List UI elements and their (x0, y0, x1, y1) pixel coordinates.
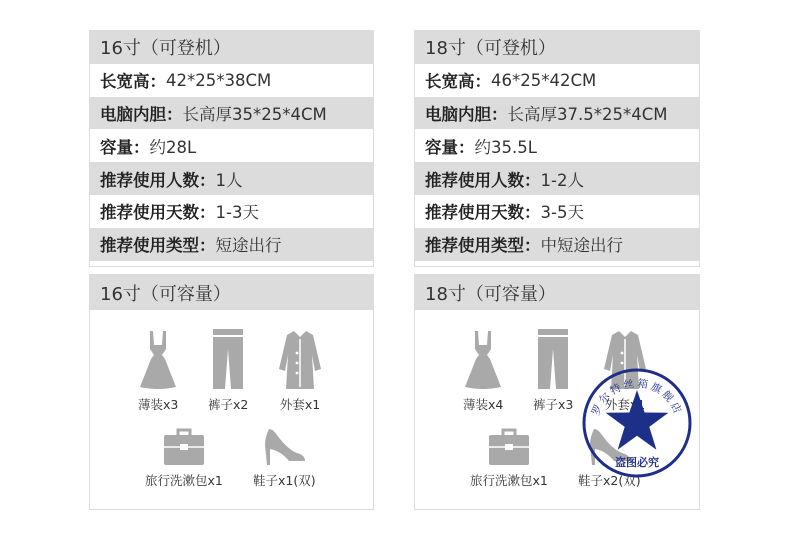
spec-value: 中短途出行 (540, 236, 623, 256)
spec-row (415, 195, 699, 228)
spec-row (415, 97, 699, 130)
capacity-item-dress (463, 329, 503, 413)
spec-label: 推荐使用人数： (425, 170, 541, 190)
spec-label: 长宽高： (100, 72, 166, 92)
capacity-item-label: 鞋子x1(双) (253, 473, 316, 488)
star-icon (606, 390, 669, 450)
spec-value: 约35.5L (474, 137, 537, 157)
toiletry-bag-icon (488, 427, 530, 467)
high-heel-icon (261, 427, 307, 467)
capacity-item-label: 外套x1 (279, 397, 321, 412)
spec-label: 电脑内胆： (100, 104, 183, 124)
pants-icon (536, 329, 570, 391)
spec-value: 1-3天 (215, 203, 259, 223)
pants-icon (211, 329, 245, 391)
spec-title: 18寸（可登机） (415, 31, 699, 64)
spec-row (90, 228, 373, 261)
capacity-title: 16寸（可容量） (90, 275, 373, 310)
capacity-item-label: 裤子x2 (208, 397, 249, 412)
stamp-ring-text: 罗尔特丝箱旗舰店 (589, 377, 685, 418)
spec-value: 约28L (149, 137, 197, 157)
spec-label: 容量： (425, 137, 475, 157)
spec-label: 推荐使用天数： (100, 203, 216, 223)
capacity-item-dress (138, 329, 178, 413)
spec-row (415, 228, 699, 261)
spec-label: 容量： (100, 137, 150, 157)
capacity-title: 18寸（可容量） (415, 275, 699, 310)
spec-label: 推荐使用天数： (425, 203, 541, 223)
spec-label: 推荐使用人数： (100, 170, 216, 190)
spec-value: 1人 (215, 170, 243, 190)
spec-label: 推荐使用类型： (100, 236, 216, 256)
spec-title: 16寸（可登机） (90, 31, 373, 64)
capacity-item-label: 裤子x3 (533, 397, 574, 412)
spec-label: 长宽高： (425, 72, 491, 92)
capacity-item-label: 旅行洗漱包x1 (145, 473, 223, 488)
dress-icon (463, 329, 503, 391)
spec-label: 电脑内胆： (425, 104, 508, 124)
spec-panel-18 (414, 30, 700, 267)
coat-icon (277, 329, 323, 391)
stamp-center-text: 盗图必究 (615, 456, 659, 469)
spec-value: 1-2人 (540, 170, 584, 190)
capacity-item-toiletry-bag (145, 427, 223, 489)
spec-row (90, 64, 373, 97)
spec-value: 长高厚37.5*25*4CM (507, 104, 668, 124)
spec-row (415, 162, 699, 195)
capacity-item-pants (533, 329, 573, 413)
spec-value: 3-5天 (540, 203, 584, 223)
spec-value: 42*25*38CM (166, 70, 272, 90)
spec-value: 46*25*42CM (491, 70, 597, 90)
spec-row (90, 195, 373, 228)
spec-panel-16 (89, 30, 374, 267)
spec-label: 推荐使用类型： (425, 236, 541, 256)
capacity-item-label: 薄装x3 (138, 397, 179, 412)
spec-row (90, 129, 373, 162)
capacity-item-pants (208, 329, 248, 413)
spec-row (415, 129, 699, 162)
capacity-item-label: 薄装x4 (463, 397, 504, 412)
dress-icon (138, 329, 178, 391)
capacity-item-label: 鞋子x2(双) (578, 473, 641, 488)
spec-value: 长高厚35*25*4CM (182, 104, 327, 124)
capacity-item-toiletry-bag (470, 427, 548, 489)
capacity-item-coat (277, 329, 323, 413)
toiletry-bag-icon (163, 427, 205, 467)
capacity-item-label: 旅行洗漱包x1 (470, 473, 548, 488)
spec-row (90, 162, 373, 195)
spec-value: 短途出行 (215, 236, 282, 256)
capacity-item-shoes (253, 427, 316, 489)
capacity-panel-16 (89, 274, 374, 510)
store-seal-stamp (581, 367, 693, 479)
spec-row (415, 64, 699, 97)
capacity-item-label: 外套x1 (604, 397, 646, 412)
spec-row (90, 97, 373, 130)
